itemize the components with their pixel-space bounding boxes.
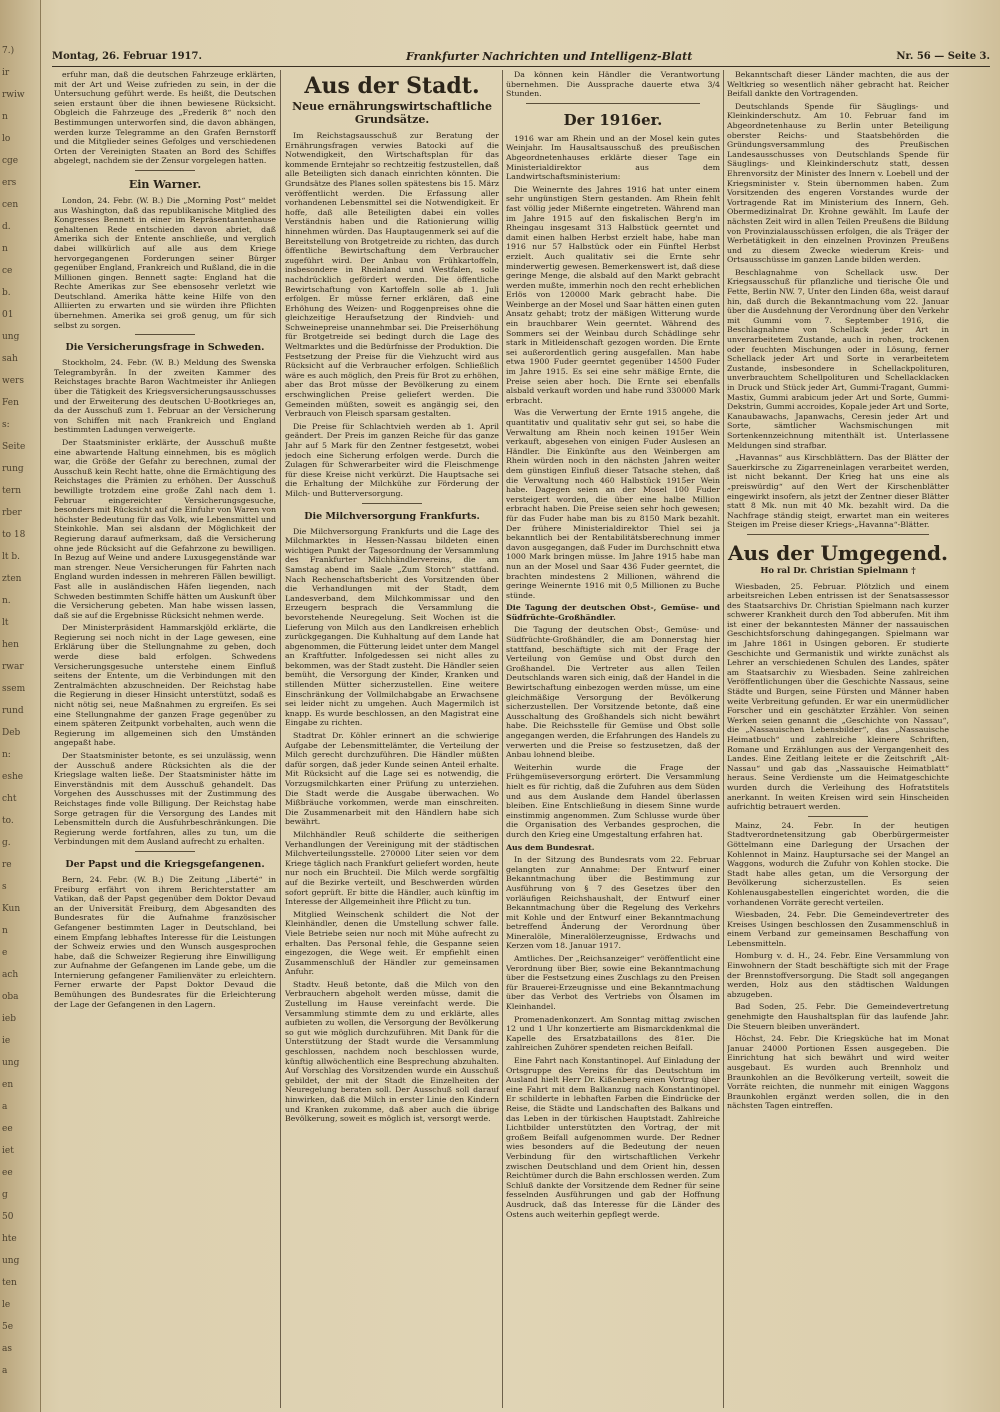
- article-paragraph: Promenadenkonzert. Am Sonntag mittag zwischen 12 und 1 Uhr konzertierte am Bismarckdenkmal die Kapelle des Ersatzbataillons des 81er. Die zahlreichen Zuhörer spendeten reichen Beifall.: [506, 1014, 720, 1053]
- divider: [747, 534, 929, 535]
- article-paragraph: Mitglied Weinschenk schildert die Not der Kleinhändler, denen die Umstellung schwer falle. Viele Betriebe seien nur noch mit Mühe aufrecht zu erhalten. Das Personal fehle, die Gespanne seien eingezogen, die Wege weit. Er empfiehlt einen Zusammenschluß der Händler zur gemeinsamen Anfuhr.: [285, 909, 499, 977]
- gutter-fragment: 50: [2, 1212, 14, 1222]
- gutter-fragment: hen: [2, 640, 19, 650]
- headline-der-1916er: Der 1916er.: [563, 110, 663, 129]
- gutter-fragment: 5e: [2, 1322, 14, 1332]
- article-paragraph: Was die Verwertung der Ernte 1915 angehe, die quantitativ und qualitativ sehr gut sei, so habe die Verwaltung am Rhein noch keinen 1915er Wein verkauft, abgesehen von einigen Fuder Auslesen an Händler. Die Einkünfte aus den Weinbergen am Rhein würden noch in den nächsten Jahren weiter dem günstigen Einfluß dieser Tatsache stehen, daß die Verwaltung noch 460 Halbstück 1915er Wein habe. Dagegen seien an der Mosel 100 Fuder versteigert worden, die über eine halbe Million erbracht haben. Die Preise seien sehr hoch gewesen; für das Fuder habe man bis zu 8150 Mark bezahlt. Der frühere Ministerialdirektor Thiel sei ja bekanntlich bei der Rentabilitätsberechnung immer davon ausgegangen, daß Fuder im Durchschnitt etwa 1000 Mark bringen müsse. Im Jahre 1915 habe man nun an der Mosel und Saar 436 Fuder geerntet, die brachten mindestens 2 Millionen, während die geringe Weinernte 1916 mit 0,5 Millionen zu Buche stünde.: [506, 408, 720, 600]
- article-paragraph: Die Milchversorgung Frankfurts und die Lage des Milchmarktes in Hessen-Nassau bildeten einen wichtigen Punkt der Tagesordnung der Versammlung des Frankfurter Milchhändlervereins, die am Samstag abend im Saale „Zum Storch“ stattfand. Nach Rechenschaftsbericht des Vorsitzenden über die Verhandlungen mit der Stadt, dem Landesverband, dem Milchkommissar und den Erzeugern besprach die Versammlung die bevorstehende Neuregelung. Seit Wochen ist die Lieferung von Milch aus den Landkreisen erheblich zurückgegangen. Die Kuhhaltung auf dem Lande hat abgenommen, die Fütterung leidet unter dem Mangel an Kraftfutter. Infolgedessen sei nicht alles zu bekommen, was der Stadt zusteht. Die Händler seien bemüht, die Versorgung der Kinder, Kranken und stillenden Mütter sicherzustellen. Eine weitere Einschränkung der Vollmilchabgabe an Erwachsene sei leider nicht zu umgehen. Auch Magermilch ist knapp. Es wurde beschlossen, an den Magistrat eine Eingabe zu richten.: [285, 526, 499, 728]
- gutter-fragment: iet: [2, 1146, 14, 1156]
- gutter-fragment: ie: [2, 1036, 11, 1046]
- gutter-fragment: 01: [2, 310, 14, 320]
- article-paragraph: Bern, 24. Febr. (W. B.) Die Zeitung „Liberté“ in Freiburg erfährt von ihrem Berichterstatter am Vatikan, daß der Papst gegenüber dem Doktor Devaud an der Universität Freiburg, dem Abgesandten des Bundesrates für die Aufnahme französischer Gefangener bestimmten Lager in Deutschland, bei einem Empfang lebhaftes Interesse für die Leistungen der Schweiz erwies und den Wunsch ausgesprochen habe, daß die Schweizer Regierung ihre Einwilligung zur Aufnahme der Gefangenen im Lande gebe, um die Internierung gefangener Familienväter zu erleichtern. Ferner erwarte der Papst Doktor Devaud die Bemühungen des Bundesrates für die Erleichterung der Lage der Gefangenen in den Lagern.: [54, 874, 276, 1009]
- gutter-fragment: hte: [2, 1234, 17, 1244]
- gutter-fragment: n: [2, 112, 8, 122]
- gutter-fragment: rwiw: [2, 90, 25, 100]
- gutter-fragment: n:: [2, 750, 11, 760]
- gutter-fragment: ee: [2, 1168, 13, 1178]
- divider: [808, 816, 868, 817]
- article-paragraph: 1916 war am Rhein und an der Mosel kein gutes Weinjahr. Im Hausaltsausschuß des preußischen Abgeordnetenhauses erklärte dieser Tage ein Ministerialdirektor aus dem Landwirtschaftsministerium:: [506, 133, 720, 182]
- gutter-fragment: lo: [2, 134, 11, 144]
- gutter-fragment: ung: [2, 1256, 20, 1266]
- gutter-fragment: to.: [2, 816, 14, 826]
- gutter-fragment: ers: [2, 178, 17, 188]
- page-number: Nr. 56 — Seite 3.: [896, 50, 990, 62]
- page-header: [52, 46, 990, 67]
- gutter-fragment: b.: [2, 288, 11, 298]
- gutter-fragment: 7.): [2, 46, 15, 56]
- gutter-fragment: wers: [2, 376, 24, 386]
- article-paragraph: Wiesbaden, 25. Februar. Plötzlich und einem arbeitsreichen Leben entrissen ist der Senatsassessor des Staatsarchivs Dr. Christian Spielmann nach kurzer schwerer Krankheit durch den Tod abberufen. Mit ihm ist einer der bekanntesten Männer der nassauischen Geschichtsforschung dahingegangen. Spielmann war im Jahre 1861 in Usingen geboren. Er studierte Geschichte und Germanistik und wirkte zunächst als Lehrer an verschiedenen Schulen des Landes, später am Staatsarchiv zu Wiesbaden. Seine zahlreichen Veröffentlichungen über die Geschichte Nassaus, seine Städte und Burgen, seine Fürsten und Männer haben weite Verbreitung gefunden. Er war ein unermüdlicher Forscher und ein geschätzter Erzähler. Von seinen Werken seien genannt die „Geschichte von Nassau“, die „Nassauischen Lebensbilder“, das „Nassauische Heimatbuch“ und zahlreiche kleinere Schriften, Romane und Erzählungen aus der Vergangenheit des Landes. Eine Zeitlang leitete er die Zeitschrift „Alt-Nassau“ und gab das „Nassauische Heimatblatt“ heraus. Seine Verdienste um die Heimatgeschichte wurden durch die Verleihung des Hofratstitels anerkannt. In weiten Kreisen wird sein Hinscheiden aufrichtig betrauert werden.: [727, 581, 949, 812]
- article-paragraph: Die Preise für Schlachtvieh werden ab 1. April geändert. Der Preis im ganzen Reiche für das ganze Jahr auf 5 Mark für den Zentner festgesetzt, wobei jedoch eine Sicherung erfolgen werde. Durch die Zulagen für Schwerarbeiter wird die Fleischmenge für diese Kreise nicht verkürzt. Die Hauptsache sei die Erhaltung der Milchkühe zur Förderung der Milch- und Butterversorgung.: [285, 421, 499, 498]
- gutter-fragment: ssem: [2, 684, 26, 694]
- column-rule: [502, 70, 503, 1408]
- article-paragraph: Der Ministerpräsident Hammarskjöld erklärte, die Regierung sei noch nicht in der Lage gewesen, eine Erklärung über die Stellungnahme zu geben, doch werde diese bald erfolgen. Schwedens Versicherungsgesuche unterstehe einem Einfluß seitens der Entente, um die Verbindungen mit den Zentralmächten abzuschneiden. Der Reichstag habe die Regierung in dieser Hinsicht unterstützt, sodaß es nicht nötig sei, neue Maßnahmen zu ergreifen. Es sei eine Stellungnahme der ganzen Frage gegenüber zu einem späteren Zeitpunkt vorbehalten, auch wenn die Regierung im allgemeinen sich den Umständen angepaßt habe.: [54, 623, 276, 748]
- gutter-fragment: lt: [2, 618, 9, 628]
- gutter-fragment: e: [2, 948, 8, 958]
- article-paragraph: „Havannas“ aus Kirschblättern. Das der Blätter der Sauerkirsche zu Zigarreneinlagen verarbeitet werden, ist nicht bekannt. Der Krieg hat uns eine als „preiswürdig“ auf den Wert der Kirschenblätter eingewirkt insofern, als jetzt der Zentner dieser Blätter statt 8 Mk. nun mit 40 Mk. bezahlt wird. Da die Nachfrage ständig steigt, erwartet man ein weiteres Steigen im Preise dieser Kriegs-„Havanna“-Blätter.: [727, 453, 949, 530]
- gutter-fragment: le: [2, 1300, 11, 1310]
- article-paragraph: Der Staatsminister erklärte, der Ausschuß mußte eine abwartende Haltung einnehmen, bis es möglich war, die Größe der Gefahr zu berechnen, zumal der Ausschuß kein Recht hatte, ohne die Ermächtigung des Reichstages die Prämien zu erhöhen. Der Ausschuß bewilligte trotzdem eine große Zahl nach dem 1. Februar eingereichter Versicherungsgesuche, besonders mit Rücksicht auf die Einfuhr von Waren von höchster Bedeutung für das Volk, wie Lebensmittel und Steinkohle. Man sei alsdann der Möglichkeit der Regierung darauf aufmerksam, daß die Versicherung ohne jede Rücksicht auf die Gefahrzone zu bewilligen. In Bezug auf Weine und andere Luxusgegenstände war man strenger. Neue Versicherungen für Fahrten nach England wurden indessen in mehreren Fällen bewilligt. Fast alle in ausländischen Häfen liegenden, nach Schweden bestimmten Schiffe hätten um Auskunft über die Versicherung gebeten. Man habe wissen lassen, daß sie auf die Ergebnisse Rücksicht nehmen werde.: [54, 438, 276, 620]
- gutter-fragment: n: [2, 244, 8, 254]
- gutter-fragment: d.: [2, 222, 11, 232]
- column-rule: [280, 70, 281, 1408]
- gutter-fragment: a: [2, 1102, 8, 1112]
- gutter-fragment: n.: [2, 596, 11, 606]
- section-title-aus-der-stadt: Aus der Stadt.: [304, 73, 480, 99]
- gutter-fragment: ieb: [2, 1014, 16, 1024]
- article-paragraph: Die Tagung der deutschen Obst-, Gemüse- und Südfrüchte-Großhändler.: [506, 603, 720, 622]
- gutter-fragment: en: [2, 1080, 14, 1090]
- gutter-fragment: s: [2, 882, 7, 892]
- article-paragraph: Stockholm, 24. Febr. (W. B.) Meldung des Swenska Telegrambyrån. In der zweiten Kammer des Reichstages brachte Baron Wachtmeister ihr Anliegen über die Tätigkeit des Kriegsversicherungsausschusses und der Erweiterung des deutschen U-Bootkrieges an, da der Ausschuß zum 1. Februar an der Versicherung von Schiffen mit nach Frankreich und England bestimmten Ladungen verweigerte.: [54, 358, 276, 435]
- adjacent-page-edge: [0, 0, 41, 1412]
- article-paragraph: Im Reichstagsausschuß zur Beratung der Ernährungsfragen verwies Batocki auf die Notwendigkeit, den Wirtschaftsplan für das kommende Erntejahr so rechtzeitig festzustellen, daß alle Beteiligten sich danach einrichten könnten. Die Grundsätze des Planes sollen spätestens bis 15. März veröffentlicht werden. Die Erfassung aller vorhandenen Lebensmittel sei die Notwendigkeit. Er hoffe, daß alle Beteiligten dabei ein volles Verständnis haben und die Rationierung willig hinnehmen würden. Das Hauptaugenmerk sei auf die Bereitstellung von Brotgetreide zu richten, das durch öffentliche Bewirtschaftung dem Verbraucher zugeführt wird. Der Anbau von Frühkartoffeln, insbesondere in Rheinland und Westfalen, solle nachdrücklich gefördert werden. Die öffentliche Bewirtschaftung von Kartoffeln solle ab 1. Juli erfolgen. Er müsse ferner erklären, daß eine Erhöhung des Weizen- und Roggenpreises ohne die gleichzeitige Heraufsetzung der Rindvieh- und Schweinepreise unannehmbar sei. Die Preiserhöhung für Brotgetreide sei bedingt durch die Lage des Weltmarktes und die Bedürfnisse der Produktion. Die Festsetzung der Preise für die Viehzucht wird aus Rücksicht auf die Verbraucher erfolgen. Schließlich wäre es auch möglich, den Preis für Brot zu erhöhen, aber das Brot müsse der Bevölkerung zu einem erschwinglichen Preise geliefert werden. Die Gemeinden müßten, soweit es angängig sei, den Verbrauch von Fleisch sparsam gestalten.: [285, 131, 499, 419]
- gutter-fragment: oba: [2, 992, 19, 1002]
- column-3: [506, 70, 720, 1408]
- gutter-fragment: s:: [2, 420, 10, 430]
- issue-date: Montag, 26. Februar 1917.: [52, 50, 202, 62]
- column-4: [727, 70, 949, 1408]
- article-paragraph: Die Tagung der deutschen Obst-, Gemüse- und Südfrüchte-Großhändler, die am Donnerstag hier stattfand, beschäftigte sich mit der Frage der Verteilung von Gemüse und Obst durch den Großhandel. Die Vertreter aus allen Teilen Deutschlands waren sich einig, daß der Handel in die Bewirtschaftung einbezogen werden müsse, um eine gleichmäßige Versorgung der Bevölkerung sicherzustellen. Der Vorsitzende betonte, daß eine Ausschaltung des Großhandels sich nicht bewährt habe. Die Reichsstelle für Gemüse und Obst solle angegangen werden, die Erfahrungen des Handels zu verwerten und die Preise so festzusetzen, daß der Anbau lohnend bleibe.: [506, 625, 720, 760]
- article-paragraph: Stadtrat Dr. Köhler erinnert an die schwierige Aufgabe der Lebensmittelämter, die Verteilung der Milch gerecht durchzuführen. Die Händler müßten dafür sorgen, daß jeder Kunde seinen Anteil erhalte. Mit Rücksicht auf die Lage sei es notwendig, die Vorzugsmilchkarten einer Prüfung zu unterziehen. Die Stadt werde die Ausgabe überwachen. Wo Mißbräuche vorkommen, werde man einschreiten. Die Zusammenarbeit mit den Händlern habe sich bewährt.: [285, 731, 499, 827]
- gutter-fragment: as: [2, 1344, 12, 1354]
- headline-papst: Der Papst und die Kriegsgefangenen.: [65, 858, 265, 870]
- gutter-fragment: cge: [2, 156, 19, 166]
- gutter-fragment: rwar: [2, 662, 24, 672]
- masthead: Frankfurter Nachrichten und Intelligenz-Blatt: [405, 49, 693, 63]
- article-paragraph: Homburg v. d. H., 24. Febr. Eine Versammlung von Einwohnern der Stadt beschäftigte sich mit der Frage der Brennstoffversorgung. Die Stadt soll angegangen werden, Holz aus den städtischen Waldungen abzugeben.: [727, 951, 949, 999]
- column-rule: [723, 70, 724, 1408]
- gutter-fragment: re: [2, 860, 12, 870]
- gutter-fragment: tern: [2, 486, 22, 496]
- article-paragraph: Milchhändler Reuß schilderte die seitherigen Verhandlungen der Vereinigung mit der städtischen Milchverteilungsstelle. 270000 Liter seien vor dem Kriege täglich nach Frankfurt geliefert worden, heute nur noch ein Bruchteil. Die Milch werde sorgfältig auf die Bezirke verteilt, und Beschwerden würden sofort geprüft. Er bitte die Händler, auch künftig im Interesse der Allgemeinheit ihre Pflicht zu tun.: [285, 829, 499, 907]
- article-paragraph: Wiesbaden, 24. Febr. Die Gemeindevertreter des Kreises Usingen beschlossen den Zusammenschluß in einem Verband zur gemeinsamen Beschaffung von Lebensmitteln.: [727, 910, 949, 948]
- gutter-fragment: rber: [2, 508, 22, 518]
- article-paragraph: Weiterhin wurde die Frage der Frühgemüseversorgung erörtert. Die Versammlung hielt es für richtig, daß die Zufuhren aus dem Süden und aus dem Auslande dem Handel überlassen bleiben. Eine Entschließung in diesem Sinne wurde einstimmig angenommen. Zum Schlusse wurde über die Organisation des Verbandes gesprochen, die durch den Krieg eine Umgestaltung erfahren hat.: [506, 762, 720, 839]
- article-paragraph: Beschlagnahme von Schellack usw. Der Kriegsausschuß für pflanzliche und tierische Öle und Fette, Berlin NW. 7, Unter den Linden 68a, weist darauf hin, daß durch die Bekanntmachung vom 22. Januar über die Ausdehnung der Verordnung über den Verkehr mit Gummi vom 7. September 1916, die Beschlagnahme von Schellack jeder Art in unverarbeitetem Zustande, auch in rohen, trockenen oder feuchten Mischungen oder in Lösung, ferner Schellack jeder Art und Sorte in verarbeitetem Zustande, insbesondere in Schellackpolituren, unverbrauchtem Schellpolituren und Schellacklacken in Druck und Stück jeder Art, Gummi-Tragant, Gummi-Mastix, Gummi arabicum jeder Art und Sorte, Gummi-Dekstrin, Gummi accroides, Kopale jeder Art und Sorte, Kanaubawachs, Japanwachs, Ceresin jeder Art und Sorte, sämtlicher Wachsmischungen mit Sortenkennzeichnung mitenthält ist. Unterlassene Meldungen sind strafbar.: [727, 267, 949, 450]
- article-paragraph: Eine Fahrt nach Konstantinopel. Auf Einladung der Ortsgruppe des Vereins für das Deutschtum im Ausland hielt Herr Dr. Kißenberg einen Vortrag über eine Fahrt mit dem Balkanzug nach Konstantinopel. Er schilderte in lebhaften Farben die Eindrücke der Reise, die Städte und Landschaften des Balkans und das Leben in der türkischen Hauptstadt. Zahlreiche Lichtbilder unterstützten den Vortrag, der mit großem Beifall aufgenommen wurde. Der Redner wies besonders auf die Bedeutung der neuen Verbindung für den wirtschaftlichen Verkehr zwischen Deutschland und dem Orient hin, dessen Reichtümer durch die Bahn erschlossen werden. Zum Schluß dankte der Vorsitzende dem Redner für seine fesselnden Ausführungen und gab der Hoffnung Ausdruck, daß das Interesse für die Länder des Ostens auch weiterhin gepflegt werde.: [506, 1056, 720, 1219]
- gutter-fragment: eshe: [2, 772, 24, 782]
- gutter-fragment: g: [2, 1190, 8, 1200]
- gutter-fragment: ach: [2, 970, 19, 980]
- gutter-fragment: ce: [2, 266, 13, 276]
- gutter-fragment: n: [2, 926, 8, 936]
- article-paragraph: Deutschlands Spende für Säuglings- und Kleinkinderschutz. Am 10. Februar fand im Abgeordnetenhause zu Berlin unter Beteiligung oberster Reichs- und Staatsbehörden die Gründungsversammlung des Preußischen Landesausschusses von Deutschlands Spende für Säuglings- und Kleinkinderschutz statt, dessen Ehrenvorsitz der Minister des Innern v. Loebell und der Kriegsminister v. Stein übernommen haben. Zum Vorsitzenden des engeren Vorstandes wurde der Vortragende Rat im Ministerium des Innern, Geh. Obermedizinalrat Dr. Krohne gewählt. Im Laufe der nächsten Zeit wird in allen Teilen Preußens die Bildung von Provinzialausschüssen erfolgen, die als Träger der Werbetätigkeit in den einzelnen Provinzen Preußens und zu diesem Zwecke wiederum Kreis- und Ortsausschüsse im ganzen Lande bilden werden.: [727, 101, 949, 265]
- gutter-fragment: cen: [2, 200, 19, 210]
- article-paragraph: Der Staatsminister betonte, es sei unzulässig, wenn der Ausschuß andere Rücksichten als die der Kriegslage walten ließe. Der Staatsminister hätte im Einverständnis mit dem Ausschuß gehandelt. Das Vorgehen des Ausschusses mit der Zustimmung des Reichstages finde volle Billigung. Der Reichstag habe Sorge getragen für die Versorgung des Landes mit Lebensmitteln durch die Ausfuhrbeschränkungen. Die Regierung werde fortfahren, alles zu tun, um die Verbindungen mit dem Ausland aufrecht zu erhalten.: [54, 751, 276, 847]
- headline-ein-warner: Ein Warner.: [128, 177, 202, 191]
- divider: [135, 851, 195, 852]
- gutter-fragment: Deb: [2, 728, 21, 738]
- article-paragraph: Aus dem Bundesrat.: [506, 842, 595, 852]
- gutter-fragment: Fen: [2, 398, 19, 408]
- gutter-fragment: zten: [2, 574, 22, 584]
- gutter-fragment: g.: [2, 838, 11, 848]
- gutter-fragment: lt b.: [2, 552, 20, 562]
- divider: [135, 334, 195, 335]
- article-paragraph: Amtliches. Der „Reichsanzeiger“ veröffentlicht eine Verordnung über Bier, sowie eine Bekanntmachung über die Festsetzung eines Zuschlags zu den Preisen für Brauerei-Erzeugnisse und eine Bekanntmachung über das Verbot des Vertriebs von Ölsamen im Kleinhandel.: [506, 954, 720, 1012]
- divider: [526, 103, 700, 104]
- article-paragraph: erfuhr man, daß die deutschen Fahrzeuge erklärten, mit der Art und Weise zufrieden zu sein, in der die Untersuchung geführt werde. Es heißt, die Deutschen seien erstaunt über die ihnen bewiesene Rücksicht. Obgleich die Fahrzeuge des „Frederik 8“ noch den Bestimmungen unterworfen sind, die davon abhängen, werden kurze Telegramme an den Grafen Bernstorff und die Mitglieder seines Gefolges und verschiedenen Orten der Vereinigten Staaten an Bord des Schiffes abgelegt, nachdem sie der Zensur vorgelegen hatten.: [54, 70, 276, 166]
- obituary-title: Ho ral Dr. Christian Spielmann †: [760, 565, 916, 576]
- gutter-fragment: rung: [2, 464, 24, 474]
- gutter-fragment: ten: [2, 1278, 17, 1288]
- gutter-fragment: ir: [2, 68, 10, 78]
- headline-milchversorgung: Die Milchversorgung Frankfurts.: [304, 510, 480, 522]
- column-1: [54, 70, 276, 1408]
- article-paragraph: Bad Soden, 25. Febr. Die Gemeindevertretung genehmigte den Haushaltsplan für das laufende Jahr. Die Steuern bleiben unverändert.: [727, 1002, 949, 1031]
- section-title-aus-der-umgegend: Aus der Umgegend.: [728, 540, 948, 565]
- gutter-fragment: ung: [2, 332, 20, 342]
- gutter-fragment: Kun: [2, 904, 21, 914]
- divider: [135, 170, 195, 171]
- column-2: [285, 70, 499, 1408]
- article-paragraph: Höchst, 24. Febr. Die Kriegsküche hat im Monat Januar 24000 Portionen Essen ausgegeben. Die Einrichtung hat sich bewährt und wird weiter ausgebaut. Es wurden auch Brennholz und Braunkohlen an die Bevölkerung verteilt, soweit die Vorräte reichten, die nunmehr mit einigen Waggons Braunkohlen ergänzt werden sollen, die in den nächsten Tagen eintreffen.: [727, 1034, 949, 1111]
- article-paragraph: Da können kein Händler die Verantwortung übernehmen. Die Aussprache dauerte etwa 3/4 Stunden.: [506, 70, 720, 99]
- gutter-fragment: Seite: [2, 442, 26, 452]
- article-paragraph: Bekanntschaft dieser Länder machten, die aus der Weltkrieg so wesentlich näher gebracht hat. Reicher Beifall dankte den Vortragenden.: [727, 70, 949, 99]
- gutter-fragment: a: [2, 1366, 8, 1376]
- article-paragraph: Die Weinernte des Jahres 1916 hat unter einem sehr ungünstigen Stern gestanden. Am Rhein fehlt fast völlig jeder Mißernte eingetreten. Während man im Jahre 1915 auf den fiskalischen Berg'n im Rheingau insgesamt 313 Halbstück geerntet und damit einen halben Herbst erzielt habe, habe man 1916 nur 57 Halbstück oder ein Fünftel Herbst erzielt. Auch qualitativ sei die Ernte sehr minderwertig gewesen. Bemerkenswert ist, daß diese geringe Menge, die alsbald auf den Markt gebracht werden mußte, immerhin noch den recht erheblichen Erlös von 120000 Mark gebracht habe. Die Weinberge an der Mosel und Saar hätten einen guten Ansatz gehabt; trotz der mäßigen Witterung wurde ein brauchbarer Wein geerntet. Während des Sommers sei der Weinbau durch Schädlinge sehr stark in Mitleidenschaft gezogen worden. Die Ernte sei außerordentlich gering ausgefallen. Man habe etwa 1900 Fuder geerntet gegenüber 14500 Fuder im Jahre 1915. Es sei eine sehr mäßige Ernte, die Preise seien aber hoch. Die Ernte sei ebenfalls alsbald verkauft worden und habe rund 330000 Mark erbracht.: [506, 184, 720, 405]
- gutter-fragment: sah: [2, 354, 18, 364]
- gutter-fragment: ung: [2, 1058, 20, 1068]
- article-paragraph: London, 24. Febr. (W. B.) Die „Morning Post“ meldet aus Washington, daß das republikanische Mitglied des Kongresses Bennett in einer im Repräsentantenhause gehaltenen Rede entschieden davon abriet, daß Amerika sich der Entente anschließe, und verglich dabei willkürlich auf alle aus dem Kriege hervorgegangenen Forderungen seiner Bürger gegenüber England, Frankreich und Rußland, die in die Millionen gingen. Bennett sagte: England hat die Rechte Amerikas zur See ebensosehr verletzt wie Deutschland. Amerika hätte keine Hilfe von den Alliierten zu erwarten und sie würden ihre Pflichten übernehmen. Amerika sei groß genug, um für sich selbst zu sorgen.: [54, 195, 276, 330]
- article-paragraph: Stadtv. Heuß betonte, daß die Milch von den Verbrauchern abgeholt werden müsse, damit die Zustellung im Hause vereinfacht werde. Die Versammlung stimmte dem zu und erklärte, alles aufbieten zu wollen, die Versorgung der Bevölkerung so gut wie möglich durchzuführen. Mit Dank für die Unterstützung der Stadt wurde die Versammlung geschlossen, nachdem noch beschlossen wurde, künftig allwöchentlich eine Besprechung abzuhalten. Auf Vorschlag des Vorsitzenden wurde ein Ausschuß gebildet, der mit der Stadt die Einzelheiten der Neuregelung beraten soll. Der Ausschuß soll darauf hinwirken, daß die Milch in erster Linie den Kindern und Kranken zukomme, daß aber auch die übrige Bevölkerung, soweit es möglich ist, versorgt werde.: [285, 979, 499, 1124]
- divider: [362, 503, 422, 504]
- headline-ernaehrung: Neue ernährungswirtschaftliche Grundsätze.: [292, 100, 492, 126]
- gutter-fragment: rund: [2, 706, 24, 716]
- gutter-fragment: cht: [2, 794, 17, 804]
- article-paragraph: In der Sitzung des Bundesrats vom 22. Februar gelangten zur Annahme: Der Entwurf einer Bekanntmachung über die Bestimmung zur Ausführung von § 7 des Gesetzes über den vorläufigen Reichshaushalt, der Entwurf einer Bekanntmachung über die Regelung des Verkehrs mit Kohle und der Entwurf einer Bekanntmachung betreffend Änderung der Verordnung über Mineralöle, Mineralölerzeugnisse, Erdwachs und Kerzen vom 18. Januar 1917.: [506, 855, 720, 951]
- gutter-fragment: ee: [2, 1124, 13, 1134]
- article-paragraph: Mainz, 24. Febr. In der heutigen Stadtverordnetensitzung gab Oberbürgermeister Göttelmann eine Darlegung der Ursachen der Kohlennot in Mainz. Hauptursache sei der Mangel an Waggons, wodurch die Zufuhr von Kohlen stocke. Die Stadt habe alles getan, um die Versorgung der Bevölkerung sicherzustellen. Es seien Kohlenausgabestellen eingerichtet worden, die die vorhandenen Vorräte gerecht verteilen.: [727, 820, 949, 907]
- gutter-fragment: to 18: [2, 530, 26, 540]
- headline-versicherungsfrage: Die Versicherungsfrage in Schweden.: [65, 342, 265, 354]
